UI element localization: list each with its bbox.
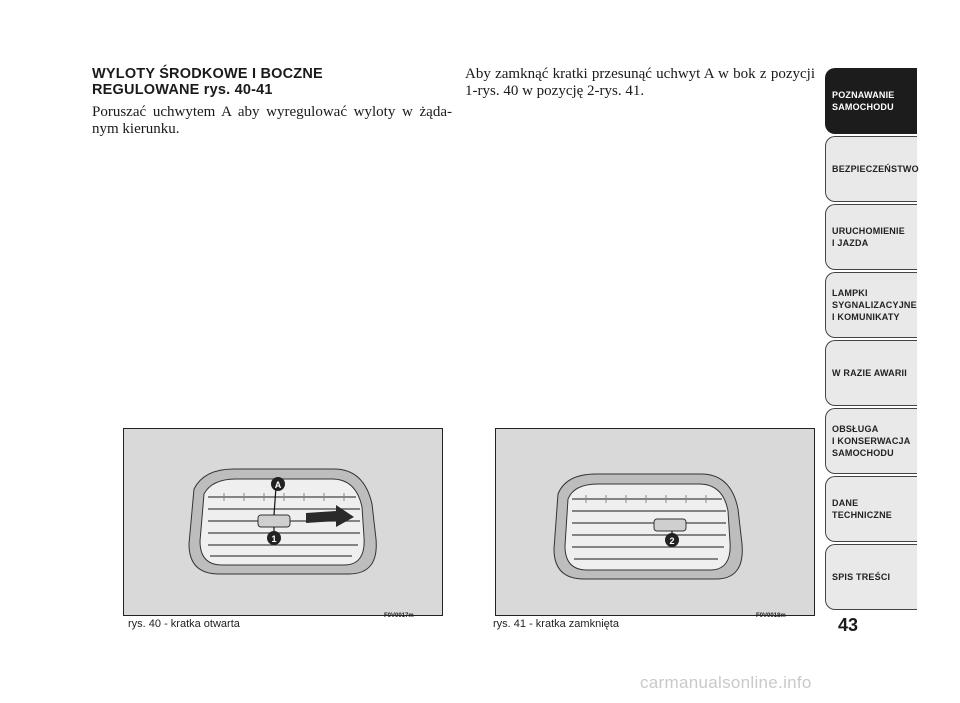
left-column xyxy=(92,66,452,138)
tab-spis-tresci[interactable]: SPIS TREŚCI xyxy=(825,544,917,610)
vent-handle xyxy=(654,519,686,531)
tab-bezpieczenstwo[interactable]: BEZPIECZEŃSTWO xyxy=(825,136,917,202)
page-number: 43 xyxy=(838,615,859,635)
figure-vent-open xyxy=(123,428,443,616)
svg-text:1: 1 xyxy=(271,534,277,544)
tab-obsluga-i-konserwacja[interactable]: OBSŁUGA I KONSERWACJA SAMOCHODU xyxy=(825,408,917,474)
tab-lampki-sygnalizacyjne[interactable]: LAMPKI SYGNALIZACYJNE I KOMUNIKATY xyxy=(825,272,917,338)
heading-line-1: WYLOTY ŚRODKOWE I BOCZNE xyxy=(92,66,323,82)
code-fig41: F0V0018m xyxy=(756,613,786,619)
tab-poznawanie-samochodu[interactable]: POZNAWANIE SAMOCHODU xyxy=(825,68,917,134)
caption-fig41: rys. 41 - kratka zamknięta xyxy=(493,618,619,630)
heading-line-2: REGULOWANE rys. 40-41 xyxy=(92,82,273,98)
svg-text:A: A xyxy=(274,480,282,490)
chapter-tabs xyxy=(825,68,917,612)
watermark: carmanualsonline.info xyxy=(640,673,812,692)
vent-closed-illustration xyxy=(496,429,814,615)
vent-open-illustration xyxy=(124,429,442,615)
caption-fig40: rys. 40 - kratka otwarta xyxy=(128,618,240,630)
tab-uruchomienie-i-jazda[interactable]: URUCHOMIENIE I JAZDA xyxy=(825,204,917,270)
paragraph-right: Aby zamknąć kratki przesunąć uchwyt A w bok z pozycji 1-rys. 40 w pozycję 2-rys. 41. xyxy=(465,66,815,99)
tab-dane-techniczne[interactable]: DANE TECHNICZNE xyxy=(825,476,917,542)
svg-text:2: 2 xyxy=(669,536,675,546)
figure-vent-closed xyxy=(495,428,815,616)
tab-w-razie-awarii[interactable]: W RAZIE AWARII xyxy=(825,340,917,406)
right-column xyxy=(465,66,815,100)
paragraph-left: Poruszać uchwytem A aby wyregulować wyloty w żąda- nym kierunku. xyxy=(92,104,452,137)
code-fig40: F0V0017m xyxy=(384,613,414,619)
section-heading xyxy=(92,66,452,98)
vent-handle xyxy=(258,515,290,527)
